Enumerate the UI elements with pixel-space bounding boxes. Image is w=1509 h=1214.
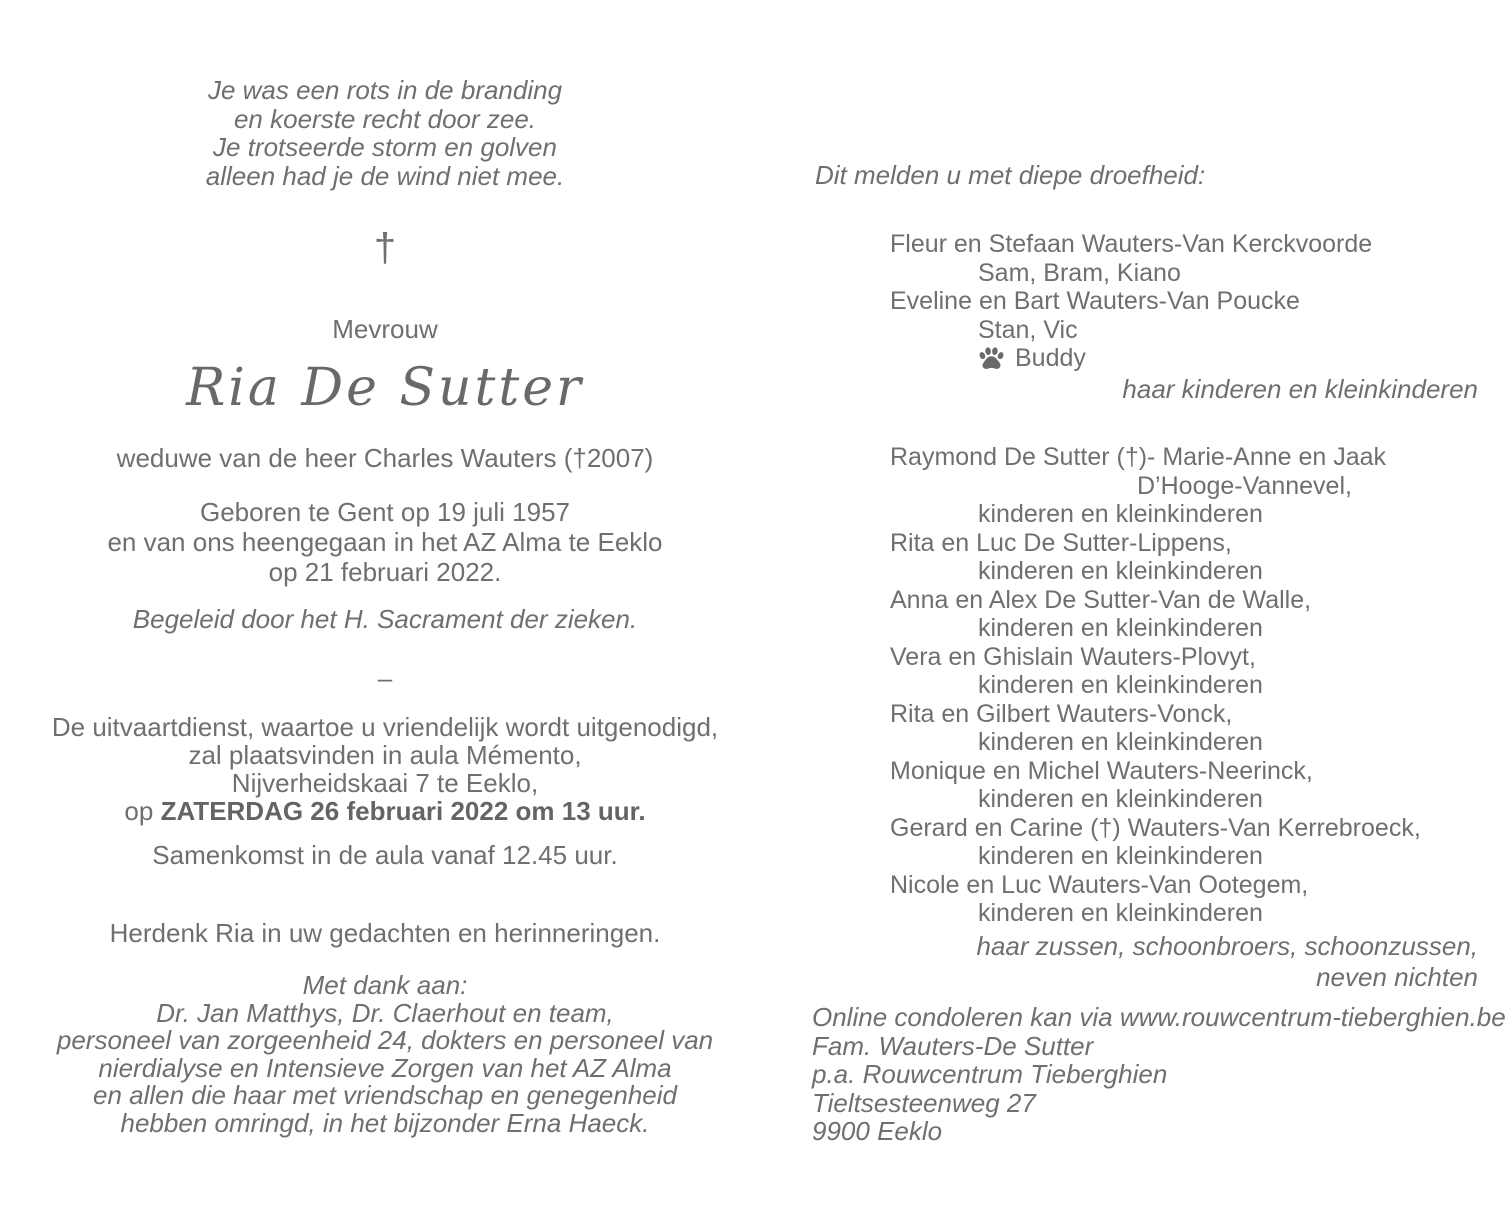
sacrament-note: Begeleid door het H. Sacrament der zieken. bbox=[132, 604, 638, 634]
deceased-name: Ria De Sutter bbox=[186, 358, 584, 418]
thanks-line: hebben omringd, in het bijzonder Erna Haeck. bbox=[120, 1107, 650, 1138]
paw-icon bbox=[978, 346, 1005, 370]
service-date-line bbox=[15, 797, 755, 825]
relative-line: Rita en Gilbert Wauters-Vonck, bbox=[890, 699, 1233, 728]
grandchildren-line: kinderen en kleinkinderen bbox=[978, 557, 1263, 585]
gathering-line: Samenkomst in de aula vanaf 12.45 uur. bbox=[152, 840, 618, 870]
pet-line bbox=[890, 344, 1372, 373]
child-line: Fleur en Stefaan Wauters-Van Kerckvoorde bbox=[890, 230, 1373, 258]
relative-line: Raymond De Sutter (†)- Marie-Anne en Jaak bbox=[890, 443, 1387, 471]
service-date-emphasis: ZATERDAG 26 februari 2022 om 13 uur. bbox=[160, 796, 646, 826]
relatives-list bbox=[890, 443, 1421, 928]
relative-line: Rita en Luc De Sutter-Lippens, bbox=[890, 528, 1232, 557]
memorial-poem bbox=[15, 76, 755, 190]
relative-line: Monique en Michel Wauters-Neerinck, bbox=[890, 756, 1313, 785]
relative-line: Vera en Ghislain Wauters-Plovyt, bbox=[890, 642, 1256, 671]
thanks-line: en allen die haar met vriendschap en genegenheid bbox=[93, 1080, 677, 1110]
section-divider: – bbox=[377, 663, 393, 693]
relative-line: Nicole en Luc Wauters-Van Ootegem, bbox=[890, 870, 1309, 899]
online-condolence-line: Online condoleren kan via www.rouwcentrum-tieberghien.be bbox=[812, 1002, 1506, 1032]
thanks-line: Met dank aan: bbox=[302, 970, 468, 1000]
funeral-service-details bbox=[15, 713, 755, 825]
death-date-line: op 21 februari 2022. bbox=[268, 557, 502, 587]
dagger-cross-icon: † bbox=[373, 226, 397, 270]
death-place-line: en van ons heengegaan in het AZ Alma te Eeklo bbox=[107, 527, 663, 557]
service-line: Nijverheidskaai 7 te Eeklo, bbox=[231, 768, 539, 798]
acknowledgements bbox=[15, 972, 755, 1137]
remembrance-line: Herdenk Ria in uw gedachten en herinneringen. bbox=[109, 918, 661, 948]
grandchildren-line: kinderen en kleinkinderen bbox=[978, 785, 1263, 813]
salutation: Mevrouw bbox=[332, 314, 438, 344]
grandchildren-line: kinderen en kleinkinderen bbox=[978, 899, 1263, 927]
street-line: Tieltsesteenweg 27 bbox=[812, 1087, 1036, 1118]
grandchildren-line: kinderen en kleinkinderen bbox=[978, 614, 1263, 642]
poem-line: Je trotseerde storm en golven bbox=[213, 132, 557, 162]
relative-line: Gerard en Carine (†) Wauters-Van Kerrebroeck, bbox=[890, 813, 1421, 842]
city-line: 9900 Eeklo bbox=[812, 1116, 943, 1147]
life-dates bbox=[15, 497, 755, 587]
contact-block bbox=[812, 1003, 1506, 1146]
children-caption: haar kinderen en kleinkinderen bbox=[1122, 374, 1478, 404]
relative-line: Anna en Alex De Sutter-Van de Walle, bbox=[890, 585, 1312, 614]
children-list bbox=[890, 230, 1372, 373]
service-date-prefix: op bbox=[124, 796, 161, 826]
widow-line: weduwe van de heer Charles Wauters (†2007) bbox=[116, 443, 654, 473]
child-line: Eveline en Bart Wauters-Van Poucke bbox=[890, 287, 1300, 315]
relatives-caption-line: haar zussen, schoonbroers, schoonzussen, bbox=[976, 931, 1478, 961]
grandchildren-line: kinderen en kleinkinderen bbox=[978, 842, 1263, 870]
announcement-intro: Dit melden u met diepe droefheid: bbox=[815, 160, 1206, 190]
relative-line-continued: D’Hooge-Vannevel, bbox=[1137, 471, 1352, 500]
grandchildren-line: Sam, Bram, Kiano bbox=[978, 258, 1181, 287]
grandchildren-line: Stan, Vic bbox=[978, 315, 1078, 344]
relatives-caption bbox=[976, 931, 1478, 992]
thanks-line: nierdialyse en Intensieve Zorgen van het AZ Alma bbox=[98, 1052, 672, 1083]
grandchildren-line: kinderen en kleinkinderen bbox=[978, 500, 1263, 528]
grandchildren-line: kinderen en kleinkinderen bbox=[978, 671, 1263, 699]
family-name-line: Fam. Wauters-De Sutter bbox=[812, 1030, 1094, 1061]
grandchildren-line: kinderen en kleinkinderen bbox=[978, 728, 1263, 756]
service-line: zal plaatsvinden in aula Mémento, bbox=[188, 740, 582, 770]
poem-line: alleen had je de wind niet mee. bbox=[205, 160, 565, 191]
poem-line: en koerste recht door zee. bbox=[233, 103, 537, 134]
service-line: De uitvaartdienst, waartoe u vriendelijk wordt uitgenodigd, bbox=[51, 712, 719, 742]
relatives-caption-line: neven nichten bbox=[1316, 961, 1478, 992]
thanks-line: Dr. Jan Matthys, Dr. Claerhout en team, bbox=[156, 997, 614, 1028]
pet-name: Buddy bbox=[1015, 344, 1086, 372]
birth-line: Geboren te Gent op 19 juli 1957 bbox=[199, 497, 571, 527]
funeral-home-line: p.a. Rouwcentrum Tieberghien bbox=[812, 1059, 1168, 1090]
poem-line: Je was een rots in de branding bbox=[207, 75, 563, 105]
thanks-line: personeel van zorgeenheid 24, dokters en personeel van bbox=[56, 1025, 714, 1055]
